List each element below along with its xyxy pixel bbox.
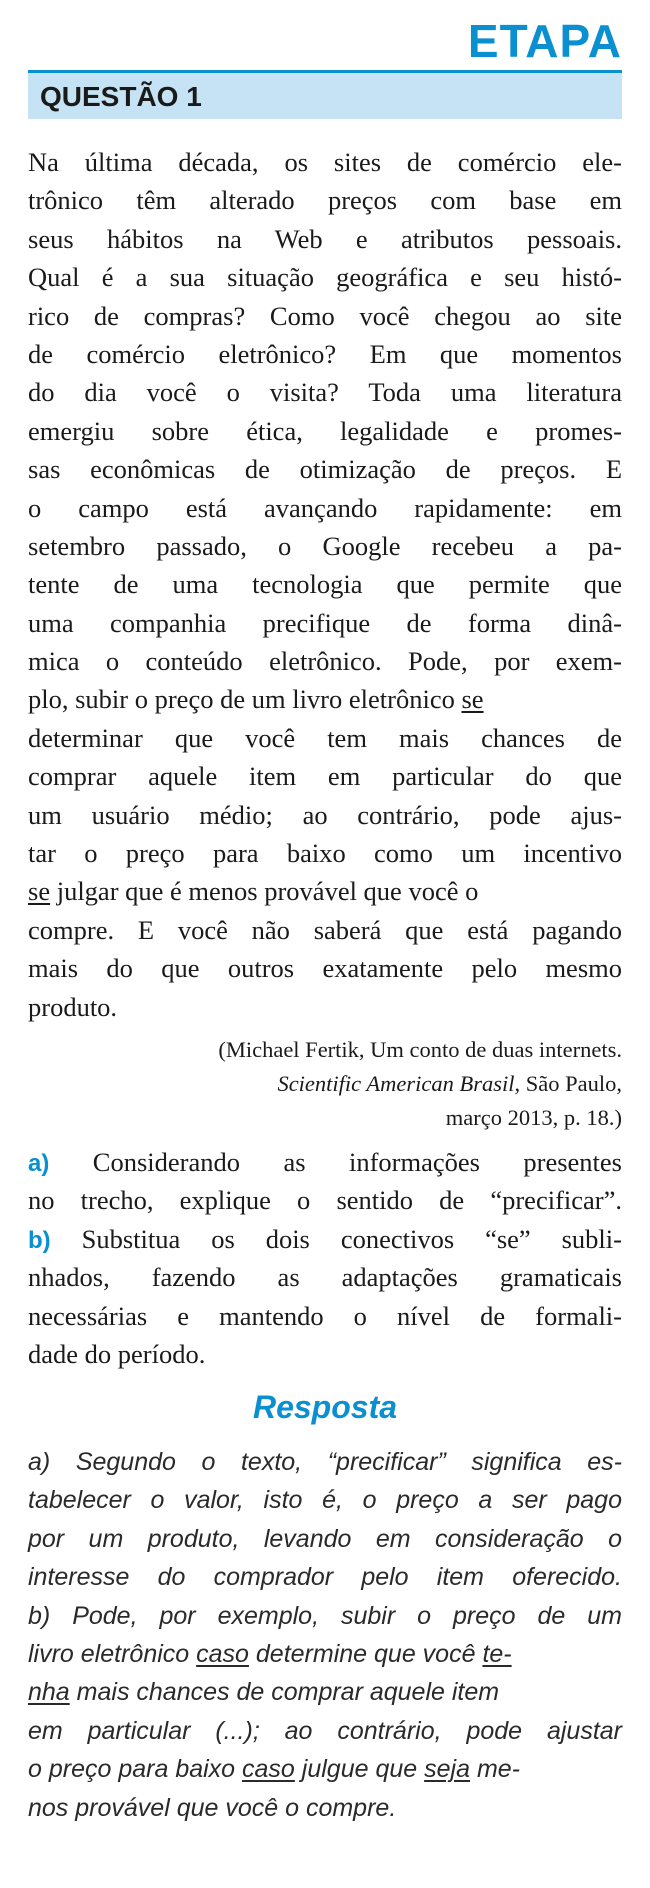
underlined-replacement: caso [242, 1755, 295, 1784]
response-line: por um produto, levando em consideração o [28, 1524, 622, 1553]
passage-line: Qual é a sua situação geográfica e seu histó- [28, 262, 622, 293]
question-a-line: no trecho, explique o sentido de “precificar”. [28, 1185, 622, 1216]
citation-line: (Michael Fertik, Um conto de duas internets. [218, 1037, 622, 1062]
passage-line: tar o preço para baixo como um incentivo [28, 838, 622, 869]
passage-line: sas econômicas de otimização de preços. E [28, 454, 622, 485]
response-line [28, 1673, 622, 1711]
underlined-replacement: te- [482, 1639, 512, 1668]
passage-line: uma companhia precifique de forma dinâ- [28, 607, 622, 638]
passage-line: trônico têm alterado preços com base em [28, 185, 622, 216]
response-title: Resposta [252, 1389, 398, 1425]
passage-line: mica o conteúdo eletrônico. Pode, por exem- [28, 646, 622, 677]
citation [28, 1033, 622, 1135]
passage-line: setembro passado, o Google recebeu a pa- [28, 530, 622, 561]
question-title: QUESTÃO 1 [40, 81, 202, 112]
underlined-connective: se [461, 684, 484, 715]
response-line: em particular (...); ao contrário, pode ajustar [28, 1716, 622, 1745]
question-b-label: b) [28, 1226, 51, 1254]
passage-line: Na última década, os sites de comércio ele- [28, 147, 622, 177]
question-a [28, 1143, 622, 1181]
response-text: julgue que [294, 1755, 425, 1784]
passage-line: do dia você o visita? Toda uma literatura [28, 377, 622, 408]
question-b-line: necessárias e mantendo o nível de formali- [28, 1300, 622, 1331]
brand-logo: ETAPA [467, 15, 622, 67]
journal-title: Scientific American Brasil [277, 1071, 515, 1096]
response-line: a) Segundo o texto, “precificar” significa es- [28, 1448, 622, 1476]
passage-line: comprar aquele item em particular do que [28, 761, 622, 792]
passage-line: o campo está avançando rapidamente: em [28, 492, 622, 523]
question-b-line: nhados, fazendo as adaptações gramaticais [28, 1262, 622, 1293]
citation-line [28, 1067, 622, 1101]
question-b-line: dade do período. [28, 1338, 206, 1369]
citation-text: , São Paulo, [514, 1071, 622, 1096]
response-line: nos provável que você o compre. [28, 1793, 397, 1822]
question-items [28, 1143, 622, 1373]
passage-text: julgar que é menos provável que você o [50, 876, 479, 907]
response-text: determine que você [248, 1639, 483, 1668]
question-b [28, 1220, 622, 1258]
underlined-replacement: caso [196, 1639, 249, 1668]
passage-line: determinar que você tem mais chances de [28, 722, 622, 753]
question-b-text: Substitua os dois conectivos “se” subli- [50, 1223, 622, 1254]
passage-line: emergiu sobre ética, legalidade e promes- [28, 415, 622, 446]
response-line [28, 1635, 622, 1673]
passage-line: um usuário médio; ao contrário, pode ajus- [28, 799, 622, 830]
response-text: o preço para baixo [28, 1755, 243, 1784]
passage-line: mais do que outros exatamente pelo mesmo [28, 953, 622, 984]
response-line: tabelecer o valor, isto é, o preço a ser pago [28, 1486, 622, 1515]
passage [28, 143, 622, 1026]
passage-line: seus hábitos na Web e atributos pessoais. [28, 223, 622, 254]
passage-line: produto. [28, 991, 118, 1022]
response-line [28, 1750, 622, 1788]
response-body [28, 1443, 622, 1827]
passage-line: tente de uma tecnologia que permite que [28, 569, 622, 600]
passage-line: compre. E você não saberá que está pagando [28, 914, 622, 945]
response-text: mais chances de comprar aquele item [76, 1678, 500, 1707]
passage-line [28, 872, 622, 910]
underlined-connective: se [28, 876, 51, 907]
response-line: interesse do comprador pelo item oferecido. [28, 1563, 622, 1592]
response-text: livro eletrônico [28, 1639, 197, 1668]
passage-line: de comércio eletrônico? Em que momentos [28, 338, 622, 369]
underlined-replacement: seja [424, 1755, 470, 1784]
passage-line [28, 680, 622, 718]
passage-text: plo, subir o preço de um livro eletrônico [28, 684, 462, 715]
response-line: b) Pode, por exemplo, subir o preço de um [28, 1601, 622, 1630]
question-a-text: Considerando as informações presentes [49, 1147, 622, 1177]
question-a-label: a) [28, 1150, 50, 1177]
citation-line: março 2013, p. 18.) [445, 1105, 622, 1130]
passage-line: rico de compras? Como você chegou ao site [28, 300, 622, 331]
response-text: me- [470, 1755, 520, 1784]
underlined-replacement: nha [28, 1678, 70, 1707]
